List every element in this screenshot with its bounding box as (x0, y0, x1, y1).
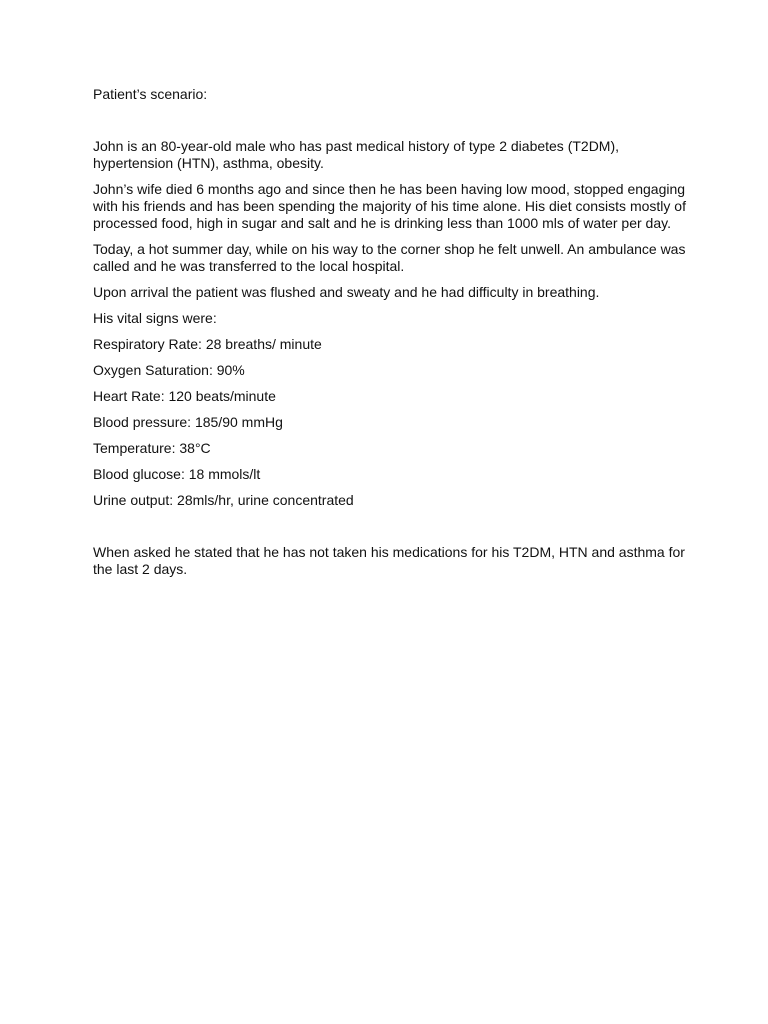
vital-temperature: Temperature: 38°C (93, 440, 211, 456)
document-page (93, 86, 693, 587)
vital-urine-output: Urine output: 28mls/hr, urine concentrated (93, 492, 354, 508)
vital-oxygen-saturation: Oxygen Saturation: 90% (93, 362, 245, 378)
vital-heart-rate: Heart Rate: 120 beats/minute (93, 388, 276, 404)
paragraph-closing: When asked he stated that he has not taken his medications for his T2DM, HTN and asthma for the last 2 days. (93, 544, 685, 577)
vital-blood-glucose: Blood glucose: 18 mmols/lt (93, 466, 261, 482)
vital-blood-pressure: Blood pressure: 185/90 mmHg (93, 414, 283, 430)
paragraph-arrival: Upon arrival the patient was flushed and sweaty and he had difficulty in breathing. (93, 284, 600, 300)
vital-respiratory-rate: Respiratory Rate: 28 breaths/ minute (93, 336, 322, 352)
paragraph-event: Today, a hot summer day, while on his way to the corner shop he felt unwell. An ambulance was called and he was transferred to the local hospital. (93, 241, 686, 274)
paragraph-history: John is an 80-year-old male who has past medical history of type 2 diabetes (T2DM), hypertension (HTN), asthma, obesity. (93, 138, 620, 171)
scenario-heading: Patient’s scenario: (93, 86, 208, 102)
paragraph-vitals-intro: His vital signs were: (93, 310, 217, 326)
paragraph-social: John’s wife died 6 months ago and since then he has been having low mood, stopped engaging with his friends and has been spending the majority of his time alone. His diet consists mostly of processed food, high in sugar and salt and he is drinking less than 1000 mls of water per day. (93, 181, 686, 231)
